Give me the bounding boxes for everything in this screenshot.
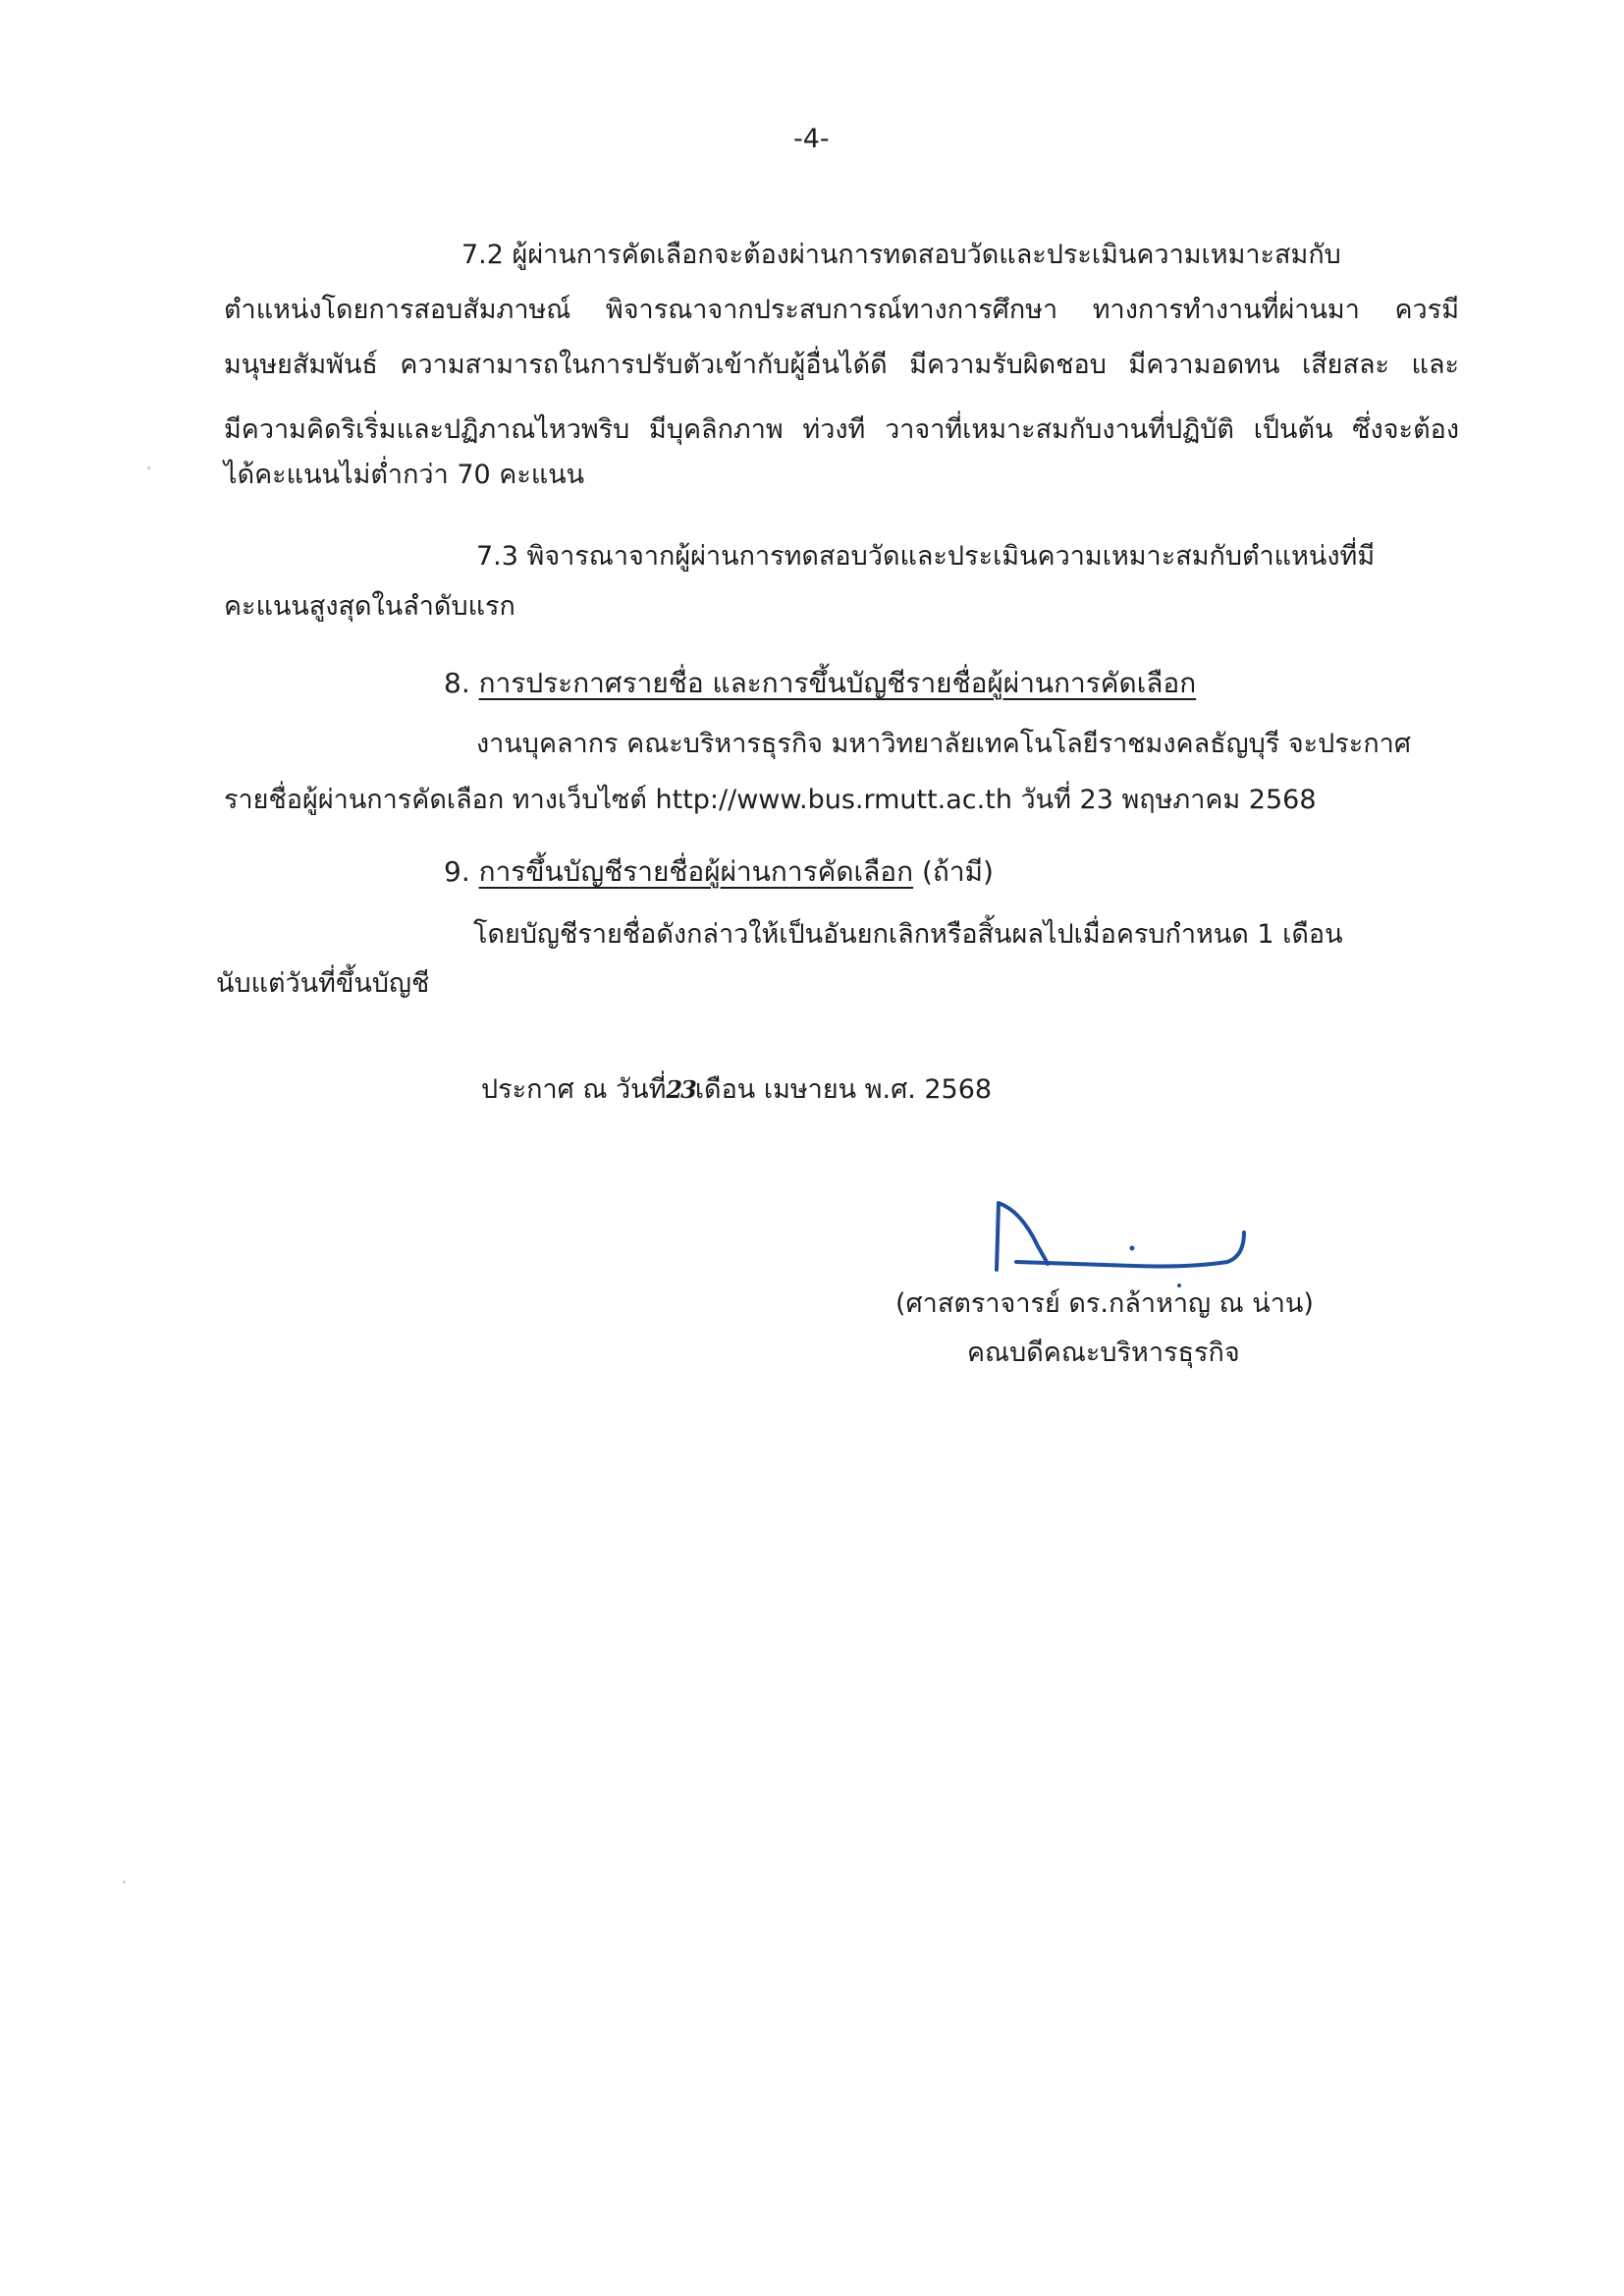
paragraph-line: ตำแหน่งโดยการสอบสัมภาษณ์ พิจารณาจากประสบการณ์ทางการศึกษา ทางการทำงานที่ผ่านมา ควรมี: [224, 295, 1459, 325]
paragraph-line: มนุษยสัมพันธ์ ความสามารถในการปรับตัวเข้ากับผู้อื่นได้ดี มีความรับผิดชอบ มีความอดทน เสียสละ และ: [224, 350, 1459, 380]
announcement-prefix: ประกาศ ณ วันที่: [481, 1074, 667, 1105]
announcement-suffix: เดือน เมษายน พ.ศ. 2568: [694, 1074, 993, 1105]
section-heading: [444, 852, 994, 892]
scan-speck: [147, 466, 150, 469]
paragraph-line: โดยบัญชีรายชื่อดังกล่าวให้เป็นอันยกเลิกหรือสิ้นผลไปเมื่อครบกำหนด 1 เดือน: [473, 919, 1343, 950]
paragraph-line: นับแต่วันที่ขึ้นบัญชี: [216, 968, 430, 999]
section-title-suffix: (ถ้ามี): [913, 855, 994, 888]
announcement-date: [481, 1070, 992, 1110]
signature-mark: [987, 1183, 1262, 1291]
signatory-position: คณบดีคณะบริหารธุรกิจ: [967, 1338, 1240, 1368]
paragraph-line: 7.2 ผู้ผ่านการคัดเลือกจะต้องผ่านการทดสอบวัดและประเมินความเหมาะสมกับ: [461, 240, 1341, 270]
section-title: การประกาศรายชื่อ และการขึ้นบัญชีรายชื่อผู้ผ่านการคัดเลือก: [478, 667, 1197, 699]
paragraph-line: ได้คะแนนไม่ต่ำกว่า 70 คะแนน: [224, 460, 585, 490]
paragraph-line: งานบุคลากร คณะบริหารธุรกิจ มหาวิทยาลัยเทคโนโลยีราชมงคลธัญบุรี จะประกาศ: [476, 729, 1411, 759]
paragraph-line: มีความคิดริเริ่มและปฏิภาณไหวพริบ มีบุคลิกภาพ ท่วงที วาจาที่เหมาะสมกับงานที่ปฏิบัติ เป็นต้น ซึ่งจะต้อง: [224, 414, 1459, 445]
section-title: การขึ้นบัญชีรายชื่อผู้ผ่านการคัดเลือก: [478, 855, 914, 888]
section-heading: [444, 664, 1196, 703]
signatory-name: (ศาสตราจารย์ ดร.กล้าหาญ ณ น่าน): [895, 1288, 1314, 1319]
section-number: 9.: [444, 855, 470, 888]
handwritten-day: 23: [666, 1075, 695, 1104]
paragraph-line: คะแนนสูงสุดในลำดับแรก: [224, 591, 515, 622]
scan-speck: [123, 1881, 126, 1884]
paragraph-line: 7.3 พิจารณาจากผู้ผ่านการทดสอบวัดและประเมินความเหมาะสมกับตำแหน่งที่มี: [476, 541, 1376, 572]
section-number: 8.: [444, 667, 470, 699]
paragraph-line: รายชื่อผู้ผ่านการคัดเลือก ทางเว็บไซต์ http://www.bus.rmutt.ac.th วันที่ 23 พฤษภาคม 2568: [224, 785, 1317, 815]
page-number: -4-: [793, 124, 830, 154]
